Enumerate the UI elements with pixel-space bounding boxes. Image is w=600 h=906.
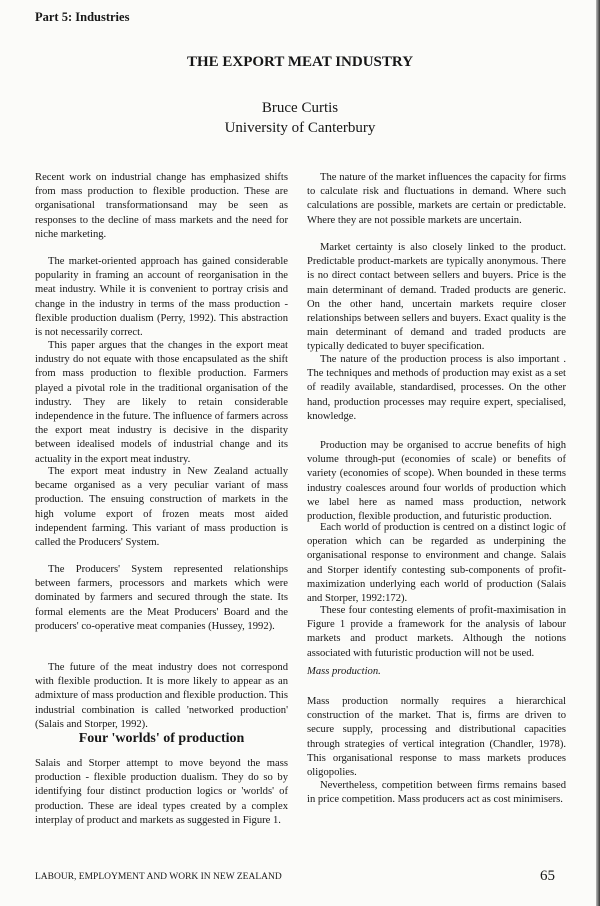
section-heading: Four 'worlds' of production [78,731,245,746]
subheading: Mass production. [307,666,381,677]
page-number: 65 [540,868,555,884]
author-affiliation: University of Canterbury [224,120,376,136]
paragraph: The nature of the market influences the capacity for firms to calculate risk and fluctuations in demand. Where such calculations are possible, markets are certain or predictable. Where they are not possible markets are uncertain. [307,172,566,226]
paragraph: Each world of production is centred on a distinct logic of operation which can be regarded as underpining the organisational response to environment and change. Salais and Storper identify contesting sub-components of profit-maximization underlying each world of production (Salais and Storper, 1992:172). [307,522,566,605]
paragraph: This paper argues that the changes in the export meat industry do not equate with those encapsulated as the shift from mass production to flexible production. Farmers played a pivotal role in the traditional organisation of the industry. They are likely to retain considerable independence in the future. The influence of farmers across the export meat industry is decisive in the disparity between idealised models of industrial change and its actuality in the export meat industry. [35,340,288,465]
paragraph: The future of the meat industry does not correspond with flexible production. It is more likely to appear as an admixture of mass production and flexible production. This industrial combination is called 'networked production' (Salais and Storper, 1992). [35,662,288,730]
paragraph: The export meat industry in New Zealand actually became organised as a very peculiar variant of mass production. The ensuing construction of markets in the high volume export of frozen meats most aided independent farming. This variant of mass production is called the Producers' System. [35,466,288,549]
running-header: Part 5: Industries [35,10,130,24]
paragraph: The nature of the production process is also important . The techniques and methods of production may exist as a set of readily available, standardised, processes. On the other hand, production processes may require expert, specialised, knowledge. [307,354,566,422]
paragraph: Market certainty is also closely linked to the product. Predictable product-markets are typically anonymous. There is no direct contact between sellers and buyers. Price is the main determinant of demand. Traded products are generic. On the other hand, uncertain markets require closer relationships between sellers and buyers. Exact quality is the main determinant of demand and traded products are typically dedicated to buyer specification. [307,242,566,353]
paragraph: These four contesting elements of profit-maximisation in Figure 1 provide a framework for the analysis of labour markets and product markets. Although the notions associated with futuristic production will not be used. [307,605,566,659]
author-name: Bruce Curtis [261,100,339,116]
article-title: THE EXPORT MEAT INDUSTRY [186,54,414,70]
running-footer: LABOUR, EMPLOYMENT AND WORK IN NEW ZEALAND [35,872,282,882]
paragraph: The Producers' System represented relationships between farmers, processors and markets which were dominated by farmers and secured through the state. Its formal elements are the Meat Producers' Board and the producers' co-operative meat companies (Hussey, 1992). [35,564,288,632]
paragraph: The market-oriented approach has gained considerable popularity in framing an account of reorganisation in the meat industry. While it is convenient to portray crisis and change in the industry in terms of the mass production - flexible production dualism (Perry, 1992). This abstraction is not necessarily correct. [35,256,288,339]
paragraph: Recent work on industrial change has emphasized shifts from mass production to flexible production. These are organisational transformationsand may be seen as responses to the decline of mass markets and the need for niche marketing. [35,172,288,240]
byline [0,98,600,138]
paragraph: Salais and Storper attempt to move beyond the mass production - flexible production dualism. They do so by identifying four distinct production logics or 'worlds' of production. These are ideal types created by a complex interplay of product and markets as suggested in Figure 1. [35,758,288,826]
paragraph: Nevertheless, competition between firms remains based in price competition. Mass producers act as cost minimisers. [307,780,566,806]
paragraph: Production may be organised to accrue benefits of high volume through-put (economies of scale) or benefits of variety (economies of scope). When bounded in these terms industry coalesces around four worlds of production which we label here as named mass production, network production, flexible production, and futuristic production. [307,440,566,523]
paragraph: Mass production normally requires a hierarchical construction of the market. That is, firms are driven to secure supply, processing and distributional capacities through strategies of vertical integration (Chandler, 1978). This organisational response to mass markets produces oligopolies. [307,696,566,779]
